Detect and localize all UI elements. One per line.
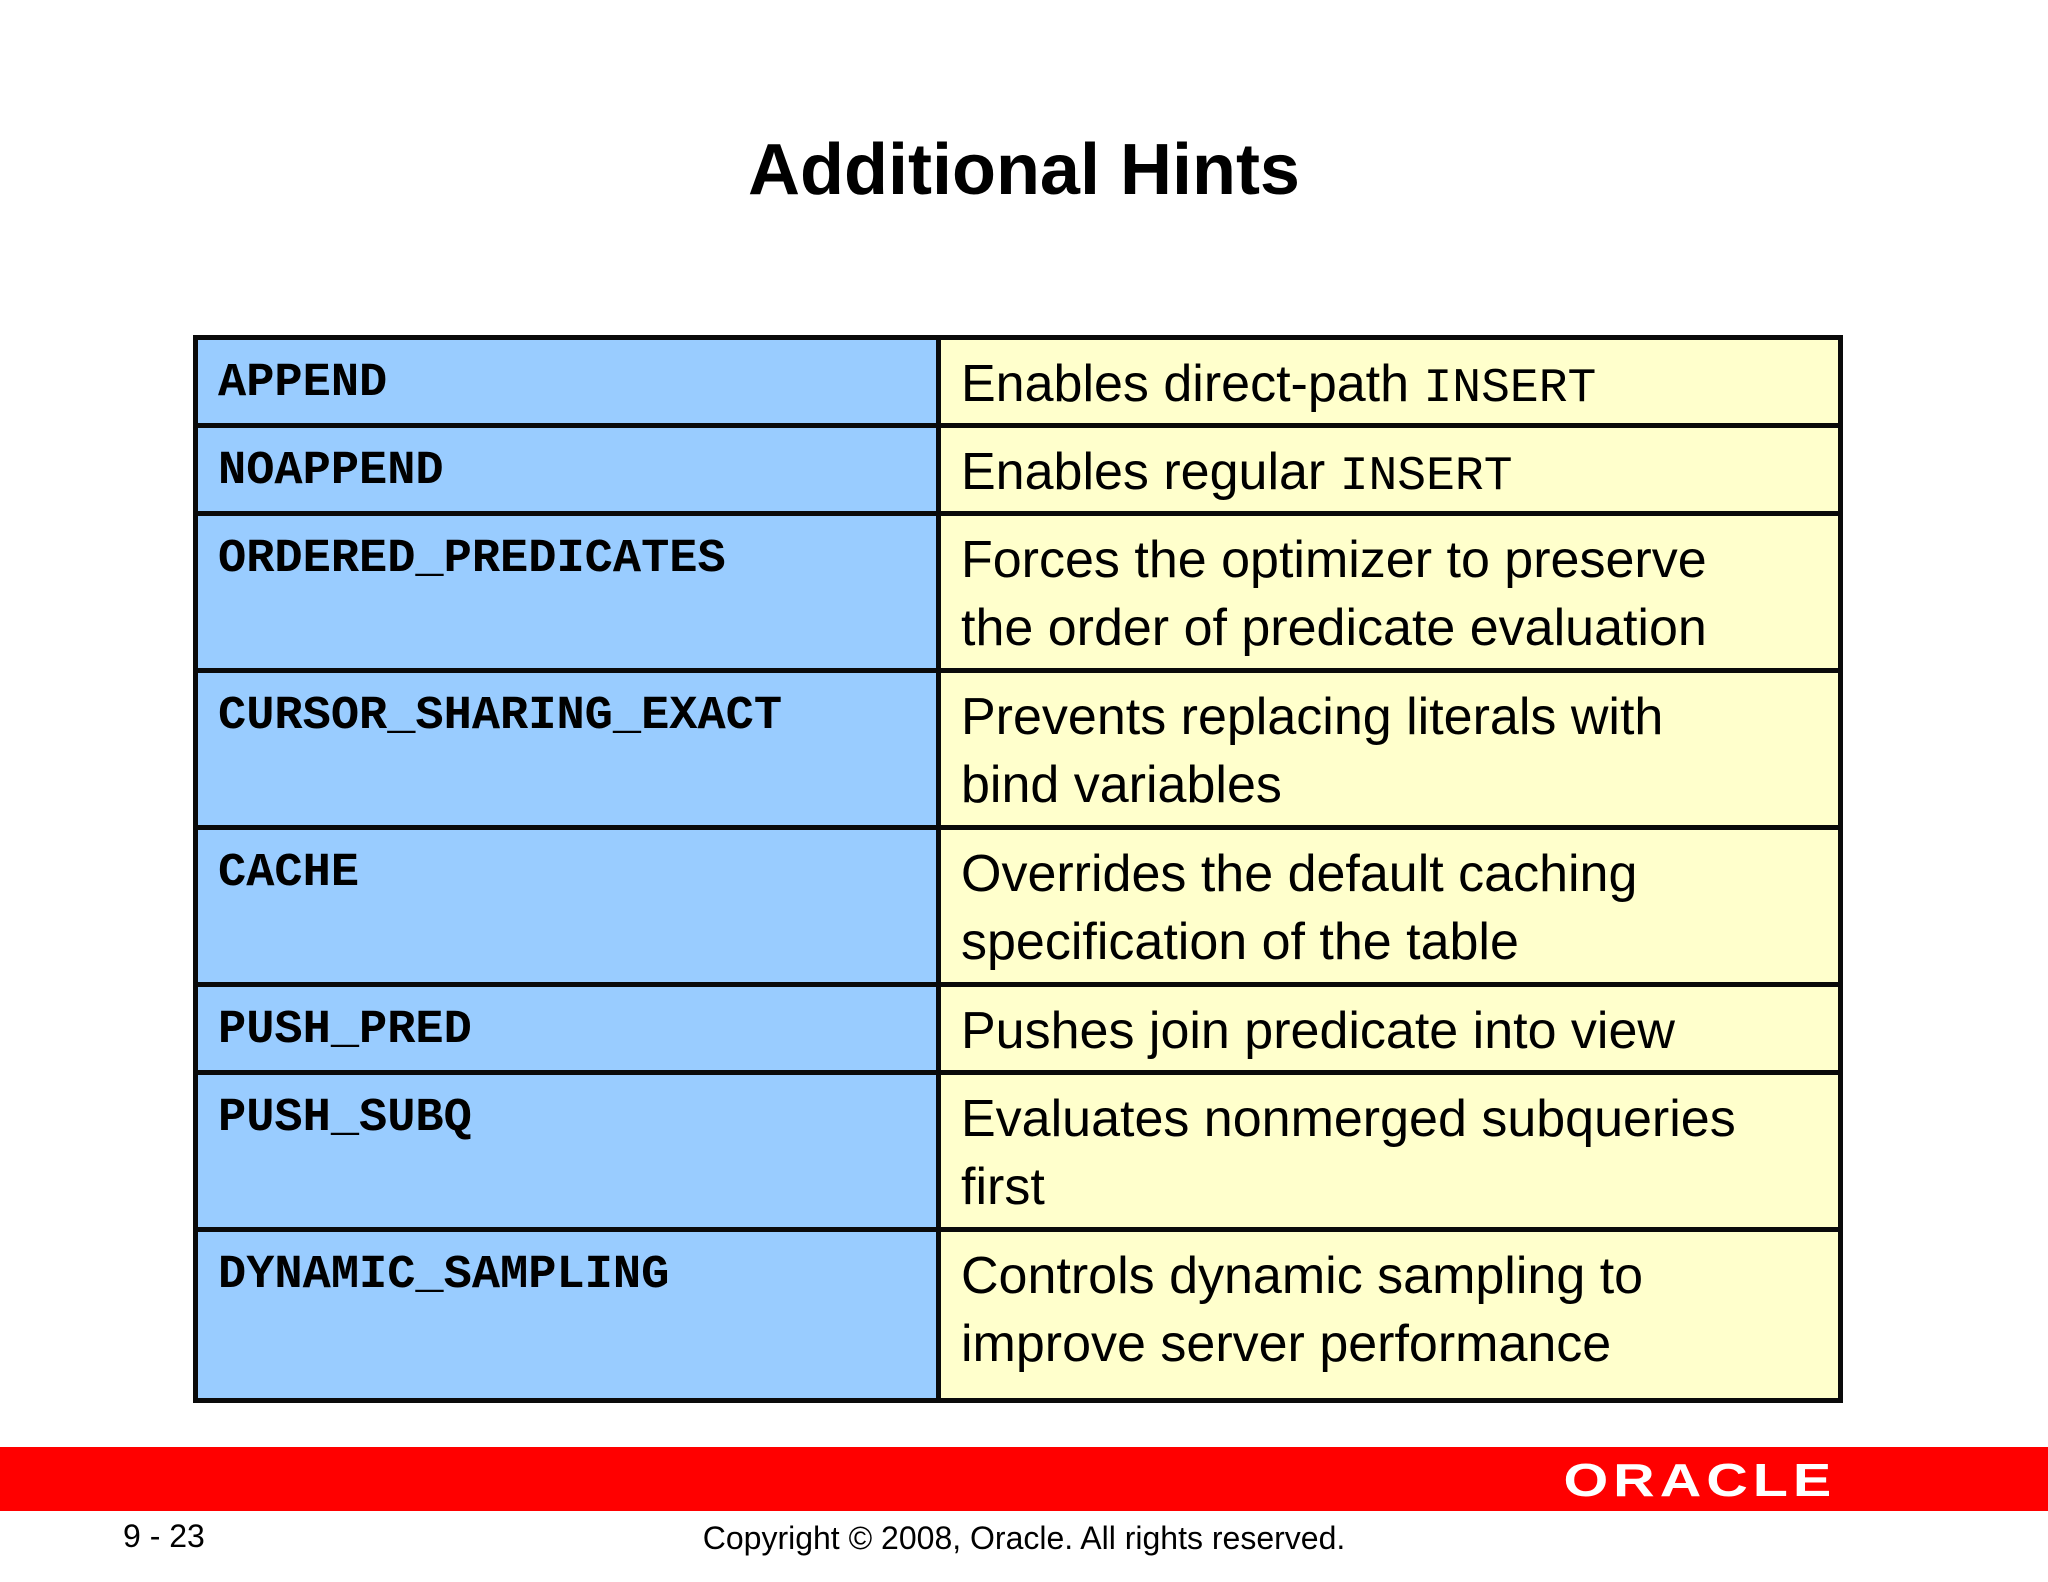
hint-name: NOAPPEND (196, 426, 939, 514)
oracle-logo: ORACLE (1563, 1454, 1836, 1506)
description-line: Pushes join predicate into view (961, 1002, 1675, 1060)
table-row (196, 338, 1841, 426)
description-line: Evaluates nonmerged subqueries (961, 1090, 1736, 1148)
table-row (196, 1073, 1841, 1230)
hint-description (939, 514, 1841, 671)
hint-name: PUSH_SUBQ (196, 1073, 939, 1230)
description-line: specification of the table (961, 913, 1519, 971)
description-line: Controls dynamic sampling to (961, 1247, 1644, 1305)
hint-name: APPEND (196, 338, 939, 426)
hint-description (939, 985, 1841, 1073)
hint-description (939, 1230, 1841, 1401)
description-code: INSERT (1423, 362, 1597, 416)
slide-title: Additional Hints (748, 130, 1300, 210)
table-row (196, 671, 1841, 828)
description-text: Enables direct-path (961, 355, 1424, 413)
table-row (196, 828, 1841, 985)
table-row (196, 514, 1841, 671)
description-code: INSERT (1339, 450, 1513, 504)
hint-name: CACHE (196, 828, 939, 985)
description-line: the order of predicate evaluation (961, 599, 1707, 657)
description-line: improve server performance (961, 1315, 1612, 1373)
hint-description (939, 671, 1841, 828)
hint-name: CURSOR_SHARING_EXACT (196, 671, 939, 828)
table-row (196, 426, 1841, 514)
hint-description (939, 426, 1841, 514)
copyright-notice: Copyright © 2008, Oracle. All rights reserved. (702, 1520, 1346, 1556)
hint-description (939, 1073, 1841, 1230)
hint-name: DYNAMIC_SAMPLING (196, 1230, 939, 1401)
hint-description (939, 828, 1841, 985)
table-row (196, 985, 1841, 1073)
description-line: Overrides the default caching (961, 845, 1638, 903)
page-number: 9 - 23 (123, 1518, 205, 1554)
description-text: Enables regular (961, 443, 1340, 501)
description-line: first (961, 1158, 1045, 1216)
hint-name: ORDERED_PREDICATES (196, 514, 939, 671)
description-line: Prevents replacing literals with (961, 688, 1664, 746)
description-line: Forces the optimizer to preserve (961, 531, 1707, 589)
table-row (196, 1230, 1841, 1401)
hint-name: PUSH_PRED (196, 985, 939, 1073)
hints-table (193, 335, 1843, 1403)
hint-description (939, 338, 1841, 426)
description-line: bind variables (961, 756, 1282, 814)
